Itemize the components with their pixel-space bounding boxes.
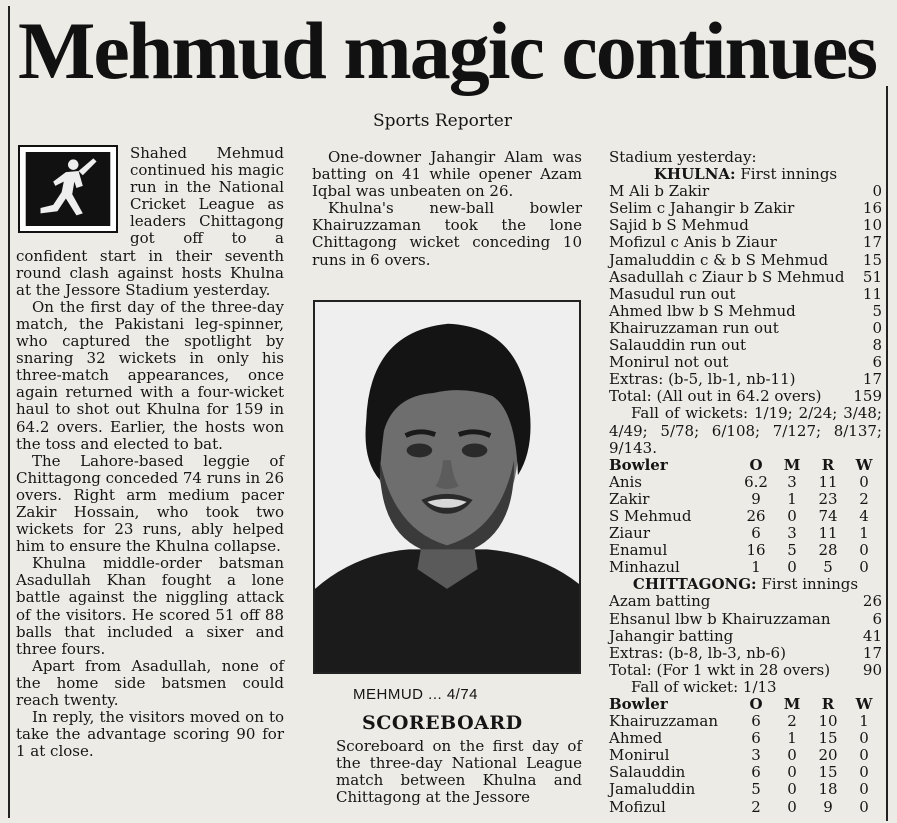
bowling-column-header: O bbox=[749, 695, 763, 713]
bowling-figure: 0 bbox=[859, 763, 869, 782]
bowling-column-header: O bbox=[749, 455, 763, 474]
bowling-figure: 6 bbox=[751, 729, 761, 748]
runs-value: 41 bbox=[862, 626, 882, 645]
bowling-column-header: M bbox=[783, 455, 801, 474]
batsman-entry: Ahmed lbw b S Mehmud bbox=[609, 301, 796, 320]
bowling-column-header: W bbox=[855, 695, 873, 713]
batting-row bbox=[609, 303, 882, 320]
bowling-column-header: R bbox=[821, 455, 835, 474]
bowling-figure: 74 bbox=[818, 506, 838, 525]
bowling-column-header: Bowler bbox=[609, 455, 668, 474]
batting-row bbox=[609, 611, 882, 628]
bowler-name: Mofizul bbox=[609, 797, 666, 816]
bowling-figure: 0 bbox=[787, 506, 797, 525]
batsman-entry: Selim c Jahangir b Zakir bbox=[609, 199, 795, 218]
batting-row bbox=[609, 217, 882, 234]
batsman-entry: Extras: (b-8, lb-3, nb-6) bbox=[609, 643, 786, 662]
bowling-figure: 23 bbox=[818, 489, 838, 508]
runs-value: 159 bbox=[853, 387, 882, 406]
bowling-figure: 2 bbox=[787, 712, 797, 731]
scoreboard-intro bbox=[336, 738, 582, 806]
bowling-figure: 1 bbox=[859, 712, 869, 731]
runs-value: 17 bbox=[862, 233, 882, 252]
headline: Mehmud magic continues bbox=[18, 5, 876, 96]
batsman-entry: Masudul run out bbox=[609, 284, 736, 303]
runs-value: 17 bbox=[862, 643, 882, 662]
batsman-entry: Total: (For 1 wkt in 28 overs) bbox=[609, 660, 831, 679]
bowling-figure: 0 bbox=[859, 558, 869, 577]
bowling-figure: 26 bbox=[746, 506, 766, 525]
bowler-name: Ziaur bbox=[609, 524, 650, 543]
bowler-name: S Mehmud bbox=[609, 506, 692, 525]
bowler-name: Khairuzzaman bbox=[609, 712, 719, 731]
runs-value: 0 bbox=[872, 182, 882, 201]
runs-value: 26 bbox=[862, 592, 882, 611]
bowling-figure: 18 bbox=[818, 780, 838, 799]
byline: Sports Reporter bbox=[373, 111, 512, 131]
bowling-figure: 0 bbox=[787, 797, 797, 816]
cricket-batsman-icon bbox=[18, 145, 118, 233]
bowling-figure: 9 bbox=[823, 797, 833, 816]
article-column-2 bbox=[312, 149, 582, 269]
col1-paragraphs bbox=[16, 145, 284, 760]
batting-row bbox=[609, 286, 882, 303]
batting-row bbox=[609, 662, 882, 679]
batting-row bbox=[609, 234, 882, 251]
bowling-figure: 20 bbox=[818, 746, 838, 765]
chittagong-bowling-table bbox=[609, 696, 882, 816]
bowling-row bbox=[609, 713, 882, 730]
khulna-innings-heading: KHULNA: First innings bbox=[653, 165, 838, 184]
player-photo bbox=[313, 300, 581, 674]
batting-row bbox=[609, 320, 882, 337]
bowling-figure: 0 bbox=[859, 746, 869, 765]
article-paragraph: Apart from Asadullah, none of the home side batsmen could reach twenty. bbox=[16, 656, 284, 709]
bowling-figure: 16 bbox=[746, 541, 766, 560]
bowling-row bbox=[609, 525, 882, 542]
runs-value: 6 bbox=[872, 609, 882, 628]
bowling-figure: 2 bbox=[859, 489, 869, 508]
bowling-row bbox=[609, 559, 882, 576]
bowling-figure: 6.2 bbox=[744, 472, 768, 491]
bowler-name: Minhazul bbox=[609, 558, 680, 577]
bowling-figure: 0 bbox=[859, 472, 869, 491]
bowling-column-header: R bbox=[821, 695, 835, 713]
batting-row bbox=[609, 200, 882, 217]
runs-value: 6 bbox=[872, 353, 882, 372]
bowling-column-header: Bowler bbox=[609, 695, 668, 713]
bowler-name: Zakir bbox=[609, 489, 650, 508]
bowling-figure: 0 bbox=[787, 746, 797, 765]
bowling-figure: 0 bbox=[787, 780, 797, 799]
bowling-figure: 0 bbox=[859, 780, 869, 799]
bowling-figure: 1 bbox=[859, 524, 869, 543]
bowling-row bbox=[609, 730, 882, 747]
runs-value: 11 bbox=[862, 284, 882, 303]
batting-row bbox=[609, 252, 882, 269]
batsman-entry: Azam batting bbox=[609, 592, 711, 611]
runs-value: 90 bbox=[862, 660, 882, 679]
bowling-figure: 28 bbox=[818, 541, 838, 560]
bowler-name: Ahmed bbox=[609, 729, 663, 748]
bowling-figure: 3 bbox=[787, 472, 797, 491]
bowling-row bbox=[609, 474, 882, 491]
batsman-entry: Khairuzzaman run out bbox=[609, 318, 779, 337]
runs-value: 8 bbox=[872, 336, 882, 355]
article-paragraph: Khulna middle-order batsman Asadullah Khan fought a lone battle against the niggling attack of the visitors. He scored 51 off 88 balls that included a sixer and three fours. bbox=[16, 554, 284, 658]
runs-value: 5 bbox=[872, 301, 882, 320]
bowling-row bbox=[609, 491, 882, 508]
scoreboard-intro-text: Scoreboard on the first day of the three-day National League match between Khulna and Chittagong at the Jessore bbox=[336, 737, 582, 807]
bowling-figure: 10 bbox=[818, 712, 838, 731]
khulna-bowling-table bbox=[609, 457, 882, 577]
batsman-entry: Salauddin run out bbox=[609, 336, 747, 355]
article-paragraph: On the first day of the three-day match, the Pakistani leg-spinner, who captured the spotlight by snaring 32 wickets in only his three-match appearances, once again returned with a four-wicket haul to shot out Khulna for 159 in 64.2 overs. Earlier, the hosts won the toss and elected to bat. bbox=[16, 297, 284, 453]
bowling-figure: 5 bbox=[787, 541, 797, 560]
bowler-name: Monirul bbox=[609, 746, 670, 765]
runs-value: 16 bbox=[862, 199, 882, 218]
batting-row bbox=[609, 337, 882, 354]
batsman-entry: Jahangir batting bbox=[609, 626, 734, 645]
runs-value: 51 bbox=[862, 267, 882, 286]
runs-value: 10 bbox=[862, 216, 882, 235]
bowling-figure: 11 bbox=[818, 472, 838, 491]
bowler-name: Jamaluddin bbox=[609, 780, 696, 799]
batsman-entry: Total: (All out in 64.2 overs) bbox=[609, 387, 822, 406]
bowling-figure: 0 bbox=[859, 729, 869, 748]
bowling-header-row bbox=[609, 696, 882, 713]
bowling-row bbox=[609, 764, 882, 781]
scoreboard-intro-continued: Stadium yesterday: bbox=[609, 148, 757, 166]
scoreboard-column bbox=[609, 149, 882, 816]
batsman-entry: M Ali b Zakir bbox=[609, 182, 710, 201]
bowling-figure: 3 bbox=[751, 746, 761, 765]
bowling-figure: 0 bbox=[859, 541, 869, 560]
batting-row bbox=[609, 269, 882, 286]
scoreboard-heading: SCOREBOARD bbox=[362, 712, 523, 734]
batting-row bbox=[609, 354, 882, 371]
bowling-figure: 5 bbox=[823, 558, 833, 577]
col2-paragraphs bbox=[312, 149, 582, 269]
bowling-header-row bbox=[609, 457, 882, 474]
bowling-figure: 2 bbox=[751, 797, 761, 816]
batsman-entry: Asadullah c Ziaur b S Mehmud bbox=[609, 267, 845, 286]
bowler-name: Enamul bbox=[609, 541, 668, 560]
bowling-figure: 0 bbox=[859, 797, 869, 816]
khulna-batting-list bbox=[609, 183, 882, 405]
bowling-figure: 0 bbox=[787, 558, 797, 577]
bowling-figure: 6 bbox=[751, 712, 761, 731]
batsman-entry: Sajid b S Mehmud bbox=[609, 216, 749, 235]
batsman-entry: Extras: (b-5, lb-1, nb-11) bbox=[609, 370, 796, 389]
chittagong-fall-of-wicket: Fall of wicket: 1/13 bbox=[631, 677, 777, 696]
bowling-figure: 5 bbox=[751, 780, 761, 799]
bowling-figure: 6 bbox=[751, 524, 761, 543]
article-paragraph: Shahed Mehmud continued his magic run in the National Cricket League as leaders Chittagong got off to a confident start in their seventh round clash against hosts Khulna at the Jessore Stadium yesterday. bbox=[16, 144, 284, 299]
article-paragraph: The Lahore-based leggie of Chittagong conceded 74 runs in 26 overs. Right arm medium pacer Zakir Hossain, who took two wickets for 23 runs, ably helped him to ensure the Khulna collapse. bbox=[16, 451, 284, 556]
batting-row bbox=[609, 183, 882, 200]
khulna-fall-of-wickets: Fall of wickets: 1/19; 2/24; 3/48; 4/49; 5/78; 6/108; 7/127; 8/137; 9/143. bbox=[609, 404, 882, 457]
article-paragraph: Khulna's new-ball bowler Khairuzzaman took the lone Chittagong wicket conceding 10 runs in 6 overs. bbox=[312, 199, 582, 269]
batting-row bbox=[609, 388, 882, 405]
bowling-row bbox=[609, 799, 882, 816]
photo-caption: MEHMUD ... 4/74 bbox=[353, 686, 479, 703]
article-paragraph: In reply, the visitors moved on to take the advantage scoring 90 for 1 at close. bbox=[16, 708, 284, 761]
bowling-row bbox=[609, 508, 882, 525]
article-column-1 bbox=[16, 145, 284, 760]
bowling-figure: 1 bbox=[787, 489, 797, 508]
bowling-figure: 3 bbox=[787, 524, 797, 543]
bowling-row bbox=[609, 781, 882, 798]
bowling-figure: 1 bbox=[751, 558, 761, 577]
bowling-figure: 0 bbox=[787, 763, 797, 782]
column-rule bbox=[8, 6, 10, 818]
bowling-row bbox=[609, 747, 882, 764]
runs-value: 0 bbox=[872, 318, 882, 337]
bowling-figure: 6 bbox=[751, 763, 761, 782]
batting-row bbox=[609, 371, 882, 388]
bowling-figure: 15 bbox=[818, 763, 838, 782]
column-rule bbox=[886, 86, 888, 821]
runs-value: 17 bbox=[862, 370, 882, 389]
runs-value: 15 bbox=[862, 250, 882, 269]
bowling-column-header: M bbox=[783, 695, 801, 713]
bowler-name: Salauddin bbox=[609, 763, 686, 782]
batsman-entry: Ehsanul lbw b Khairuzzaman bbox=[609, 609, 831, 628]
chittagong-innings-heading: CHITTAGONG: First innings bbox=[632, 575, 859, 594]
bowling-figure: 9 bbox=[751, 489, 761, 508]
chittagong-batting-list bbox=[609, 593, 882, 678]
batsman-entry: Mofizul c Anis b Ziaur bbox=[609, 233, 777, 252]
batting-row bbox=[609, 645, 882, 662]
batting-row bbox=[609, 628, 882, 645]
batting-row bbox=[609, 593, 882, 610]
article-paragraph: One-downer Jahangir Alam was batting on 41 while opener Azam Iqbal was unbeaten on 26. bbox=[312, 148, 582, 201]
bowler-name: Anis bbox=[609, 472, 642, 491]
bowling-figure: 15 bbox=[818, 729, 838, 748]
bowling-figure: 11 bbox=[818, 524, 838, 543]
batsman-entry: Jamaluddin c & b S Mehmud bbox=[609, 250, 829, 269]
bowling-figure: 1 bbox=[787, 729, 797, 748]
batsman-entry: Monirul not out bbox=[609, 353, 729, 372]
bowling-row bbox=[609, 542, 882, 559]
bowling-column-header: W bbox=[855, 455, 873, 474]
bowling-figure: 4 bbox=[859, 506, 869, 525]
